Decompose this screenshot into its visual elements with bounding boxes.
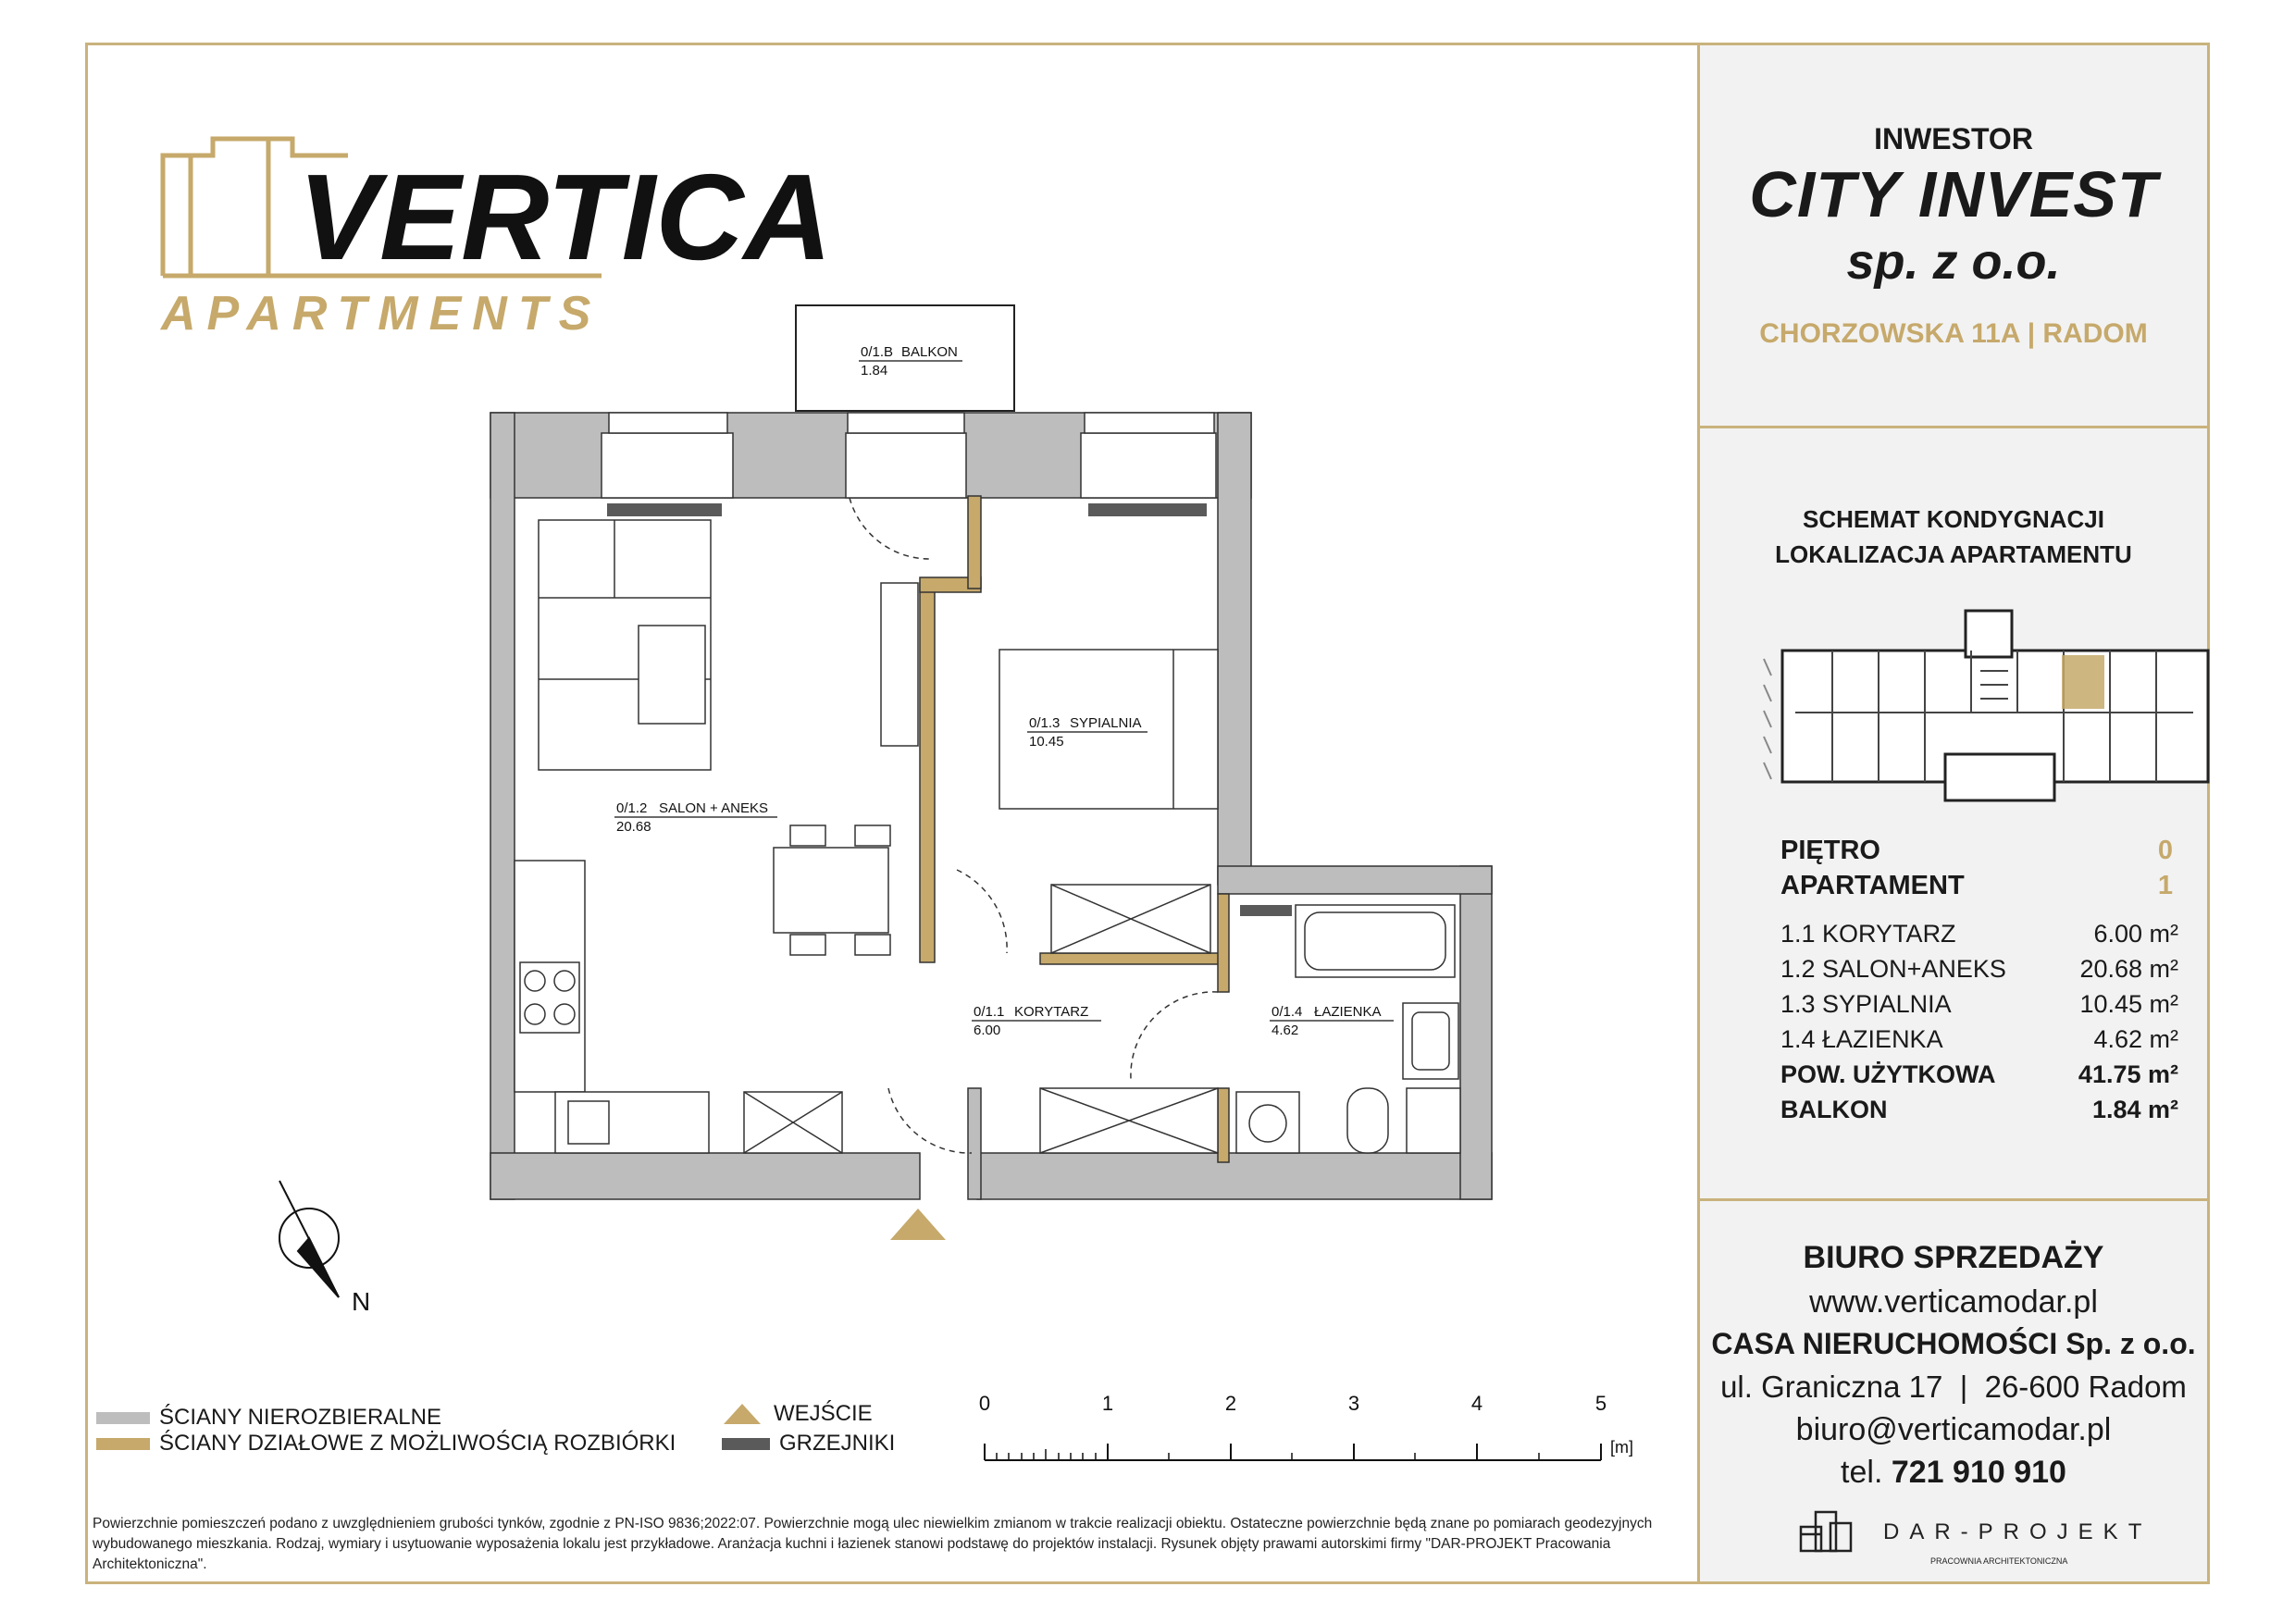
brand-sub: APARTMENTS xyxy=(161,287,602,341)
room-area: 4.62 xyxy=(1272,1023,1299,1038)
legend-radiators xyxy=(722,1431,895,1457)
total-name: BALKON xyxy=(1780,1095,1888,1123)
apartment-label: APARTAMENT xyxy=(1780,870,1965,900)
room-id: 0/1.1 xyxy=(974,1004,1005,1020)
scale-tick: 4 xyxy=(1470,1392,1483,1415)
sales-company: CASA NIERUCHOMOŚCI Sp. z o.o. xyxy=(1711,1327,2196,1360)
room-id: 0/1.2 xyxy=(616,800,648,816)
disclaimer-note: Powierzchnie pomieszczeń podano z uwzględnieniem grubości tynków, zgodnie z PN-ISO 9836;2022:07. Powierzchnie mogą ulec niewielkim zmianom w trakcie realizacji obiektu. Ostateczne powierzchnie będą znane po pomiarach geodezyjnych wybudowanego mieszkania. Rodzaj, wymiary i usytuowanie wyposażenia lokalu jest przykładowe. Aranżacja kuchni i łazienek stanowi podstawę do projektów instalacji. Rysunek objęty prawami autorskimi firmy "DAR-PROJEKT Pracowania Architektoniczna". xyxy=(93,1516,1653,1572)
area-value: 10.45 m² xyxy=(2079,989,2178,1018)
room-name: ŁAZIENKA xyxy=(1314,1004,1382,1020)
compass-label: N xyxy=(352,1287,371,1316)
area-row xyxy=(1780,986,2178,1022)
room-area: 6.00 xyxy=(974,1023,1001,1038)
legend-label: ŚCIANY DZIAŁOWE Z MOŻLIWOŚCIĄ ROZBIÓRKI xyxy=(159,1431,676,1456)
legend-label: ŚCIANY NIEROZBIERALNE xyxy=(159,1405,441,1430)
scale-tick: 0 xyxy=(978,1392,991,1415)
phone-label: tel. xyxy=(1841,1455,1883,1490)
architect-sub: PRACOWNIA ARCHITEKTONICZNA xyxy=(1930,1556,2068,1566)
room-name: KORYTARZ xyxy=(1014,1004,1089,1020)
area-row xyxy=(1780,1022,2178,1057)
room-area: 1.84 xyxy=(861,363,888,378)
total-value: 41.75 m² xyxy=(2078,1060,2178,1088)
entrance-marker-icon xyxy=(890,1209,946,1240)
area-value: 6.00 m² xyxy=(2093,919,2178,948)
furniture xyxy=(515,520,1460,1153)
area-value: 4.62 m² xyxy=(2093,1024,2178,1053)
total-name: POW. UŻYTKOWA xyxy=(1780,1060,1996,1088)
room-id: 0/1.3 xyxy=(1029,715,1061,731)
floor-value: 0 xyxy=(2157,835,2173,865)
legend-entrance xyxy=(722,1401,873,1427)
area-row xyxy=(1780,916,2178,951)
schema-line2: LOKALIZACJA APARTAMENTU xyxy=(1775,540,2132,568)
investor-address: CHORZOWSKA 11A | RADOM xyxy=(1759,318,2148,349)
investor-name: CITY INVEST xyxy=(1749,158,2158,230)
scale-unit: [m] xyxy=(1610,1438,1633,1457)
partition-walls xyxy=(920,496,1229,1162)
area-name: 1.1 KORYTARZ xyxy=(1780,919,1956,948)
room-id: 0/1.4 xyxy=(1272,1004,1303,1020)
sales-title: BIURO SPRZEDAŻY xyxy=(1803,1240,2104,1275)
total-row xyxy=(1780,1057,2178,1092)
divider xyxy=(1700,1198,2207,1201)
divider xyxy=(1700,426,2207,428)
legend-swatch xyxy=(96,1412,150,1424)
area-value: 20.68 m² xyxy=(2079,954,2178,983)
legend-swatch xyxy=(96,1438,150,1450)
brand-name: VERTICA xyxy=(298,149,832,285)
room-area: 10.45 xyxy=(1029,734,1064,750)
compass-icon xyxy=(279,1181,339,1297)
room-name: SYPIALNIA xyxy=(1070,715,1142,731)
schema-line1: SCHEMAT KONDYGNACJI xyxy=(1803,505,2104,533)
investor-label: INWESTOR xyxy=(1874,122,2033,155)
legend-fixed-walls xyxy=(96,1405,441,1431)
legend-removable-walls xyxy=(96,1431,676,1457)
room-name: BALKON xyxy=(901,344,958,360)
scale-tick: 3 xyxy=(1347,1392,1360,1415)
sales-www[interactable]: www.verticamodar.pl xyxy=(1809,1284,2098,1320)
apartment-row xyxy=(1780,868,2178,903)
scale-tick: 1 xyxy=(1101,1392,1114,1415)
total-row xyxy=(1780,1092,2178,1127)
area-name: 1.3 SYPIALNIA xyxy=(1780,989,1952,1018)
total-value: 1.84 m² xyxy=(2091,1095,2178,1123)
legend-swatch xyxy=(722,1438,770,1450)
apartment-value: 1 xyxy=(2157,870,2173,900)
scale-tick: 5 xyxy=(1594,1392,1607,1415)
sales-email[interactable]: biuro@verticamodar.pl xyxy=(1795,1412,2112,1447)
scale-tick: 2 xyxy=(1224,1392,1237,1415)
sales-phone xyxy=(1700,1455,2207,1491)
phone-number[interactable]: 721 910 910 xyxy=(1891,1455,2066,1490)
room-id: 0/1.B xyxy=(861,344,894,360)
architect-name: DAR-PROJEKT xyxy=(1883,1519,2152,1544)
area-name: 1.2 SALON+ANEKS xyxy=(1780,954,2006,983)
room-name: SALON + ANEKS xyxy=(659,800,768,816)
sales-address: ul. Graniczna 17 | 26-600 Radom xyxy=(1720,1370,2187,1404)
area-name: 1.4 ŁAZIENKA xyxy=(1780,1024,1943,1053)
floor-label: PIĘTRO xyxy=(1780,835,1880,865)
entrance-icon xyxy=(722,1402,763,1426)
room-area: 20.68 xyxy=(616,819,651,835)
legend-label: GRZEJNIKI xyxy=(779,1431,896,1456)
floor-row xyxy=(1780,833,2178,868)
legend-label: WEJŚCIE xyxy=(774,1401,873,1426)
area-row xyxy=(1780,951,2178,986)
investor-suffix: sp. z o.o. xyxy=(1846,234,2061,290)
